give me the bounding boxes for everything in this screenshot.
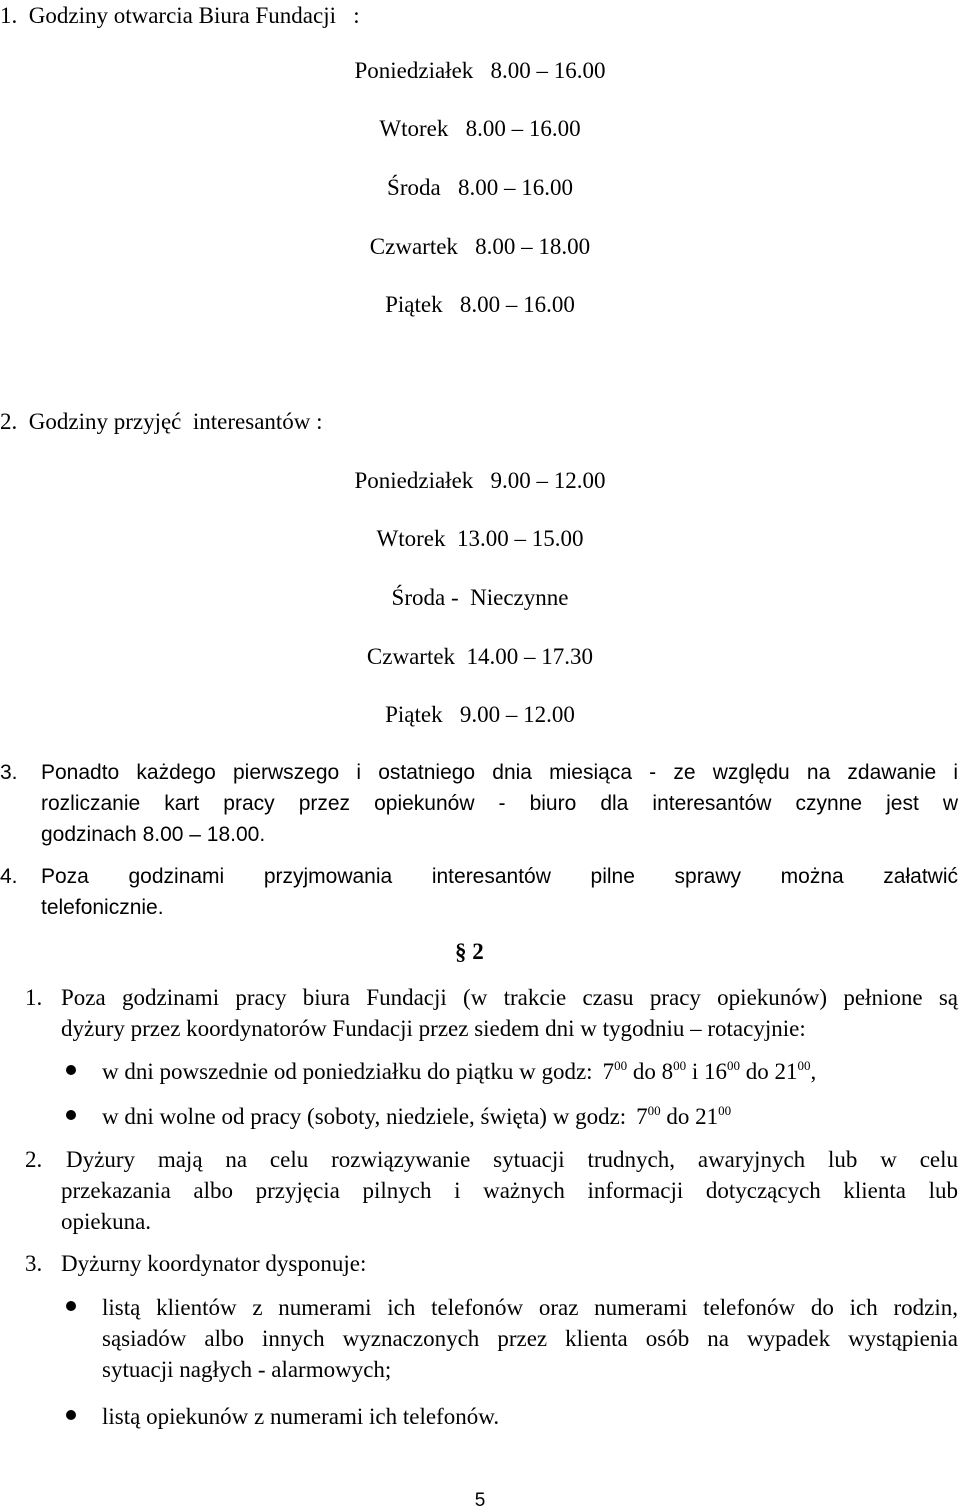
- minutes: 00: [797, 1058, 811, 1073]
- schedule-row: Środa 8.00 – 16.00: [387, 175, 573, 200]
- minutes: 00: [726, 1058, 740, 1073]
- p2-line: opiekuna.: [61, 1209, 152, 1234]
- schedule-row: Środa - Nieczynne: [391, 585, 569, 610]
- hour: 21: [695, 1104, 719, 1129]
- schedule-row: Wtorek 13.00 – 15.00: [376, 526, 584, 551]
- paragraph-mark: § 2: [455, 939, 484, 964]
- hour: 16: [703, 1059, 727, 1084]
- point3-line: godzinach 8.00 – 18.00.: [41, 823, 266, 846]
- hour: 7: [602, 1059, 615, 1084]
- p1-number: 1.: [25, 985, 43, 1010]
- p3-bullet-line: listą opiekunów z numerami ich telefonów.: [102, 1404, 500, 1429]
- p3-bullet-line: sąsiadów albo innych wyznaczonych przez klienta osób na wypadek wystąpienia: [102, 1326, 958, 1351]
- bullet-icon: [66, 1065, 76, 1075]
- p2-number: 2.: [25, 1147, 43, 1172]
- page-number: 5: [474, 1490, 486, 1511]
- connector: i: [686, 1059, 704, 1084]
- point3-line: Ponadto każdego pierwszego i ostatniego dnia miesiąca - ze względu na zdawanie i: [41, 761, 958, 784]
- bullet-text: w dni wolne od pracy (soboty, niedziele, święta) w godz:: [102, 1104, 627, 1129]
- connector: do: [627, 1059, 662, 1084]
- section2-heading: 2. Godziny przyjęć interesantów :: [0, 409, 323, 434]
- schedule-row: Poniedziałek 8.00 – 16.00: [354, 58, 606, 83]
- p1-line: dyżury przez koordynatorów Fundacji przez siedem dni w tygodniu – rotacyjnie:: [61, 1016, 806, 1041]
- p3-bullet-line: listą klientów z numerami ich telefonów oraz numerami telefonów do ich rodzin,: [102, 1295, 958, 1320]
- hour: 8: [661, 1059, 674, 1084]
- schedule-row: Piątek 9.00 – 12.00: [385, 702, 575, 727]
- p2-line: Dyżury mają na celu rozwiązywanie sytuacji trudnych, awaryjnych lub w celu: [66, 1147, 958, 1172]
- schedule-row: Czwartek 14.00 – 17.30: [366, 644, 594, 669]
- point3-number: 3.: [0, 761, 18, 784]
- point4-number: 4.: [0, 865, 18, 888]
- minutes: 00: [673, 1058, 687, 1073]
- bullet-icon: [66, 1301, 76, 1311]
- point4-line: telefonicznie.: [41, 896, 164, 919]
- connector: do: [660, 1104, 696, 1129]
- point3-line: rozliczanie kart pracy przez opiekunów - biuro dla interesantów czynne jest w: [41, 792, 958, 815]
- hour: 7: [636, 1104, 648, 1129]
- schedule-row: Czwartek 8.00 – 18.00: [369, 234, 591, 259]
- hour: 21: [774, 1059, 798, 1084]
- schedule-row: Poniedziałek 9.00 – 12.00: [354, 468, 606, 493]
- p3-heading: Dyżurny koordynator dysponuje:: [61, 1251, 367, 1276]
- bullet-icon: [66, 1410, 76, 1420]
- section1-heading: 1. Godziny otwarcia Biura Fundacji :: [0, 3, 360, 28]
- p3-bullet-line: sytuacji nagłych - alarmowych;: [102, 1357, 392, 1382]
- schedule-row: Wtorek 8.00 – 16.00: [379, 116, 581, 141]
- minutes: 00: [614, 1058, 628, 1073]
- minutes: 00: [647, 1103, 661, 1118]
- connector: do: [739, 1059, 775, 1084]
- p2-line: przekazania albo przyjęcia pilnych i ważnych informacji dotyczących klienta lub: [61, 1178, 958, 1203]
- schedule-row: Piątek 8.00 – 16.00: [385, 292, 575, 317]
- bullet-text: w dni powszednie od poniedziałku do piątku w godz:: [102, 1059, 593, 1084]
- p1-bullet-weekends: [102, 1105, 731, 1128]
- p3-number: 3.: [25, 1251, 43, 1276]
- point4-line: Poza godzinami przyjmowania interesantów pilne sprawy można załatwić: [41, 865, 958, 888]
- bullet-icon: [66, 1110, 76, 1120]
- p1-line: Poza godzinami pracy biura Fundacji (w trakcie czasu pracy opiekunów) pełnione są: [61, 985, 958, 1010]
- minutes: 00: [718, 1103, 732, 1118]
- p1-bullet-weekdays: [102, 1060, 816, 1083]
- punctuation: ,: [810, 1059, 817, 1084]
